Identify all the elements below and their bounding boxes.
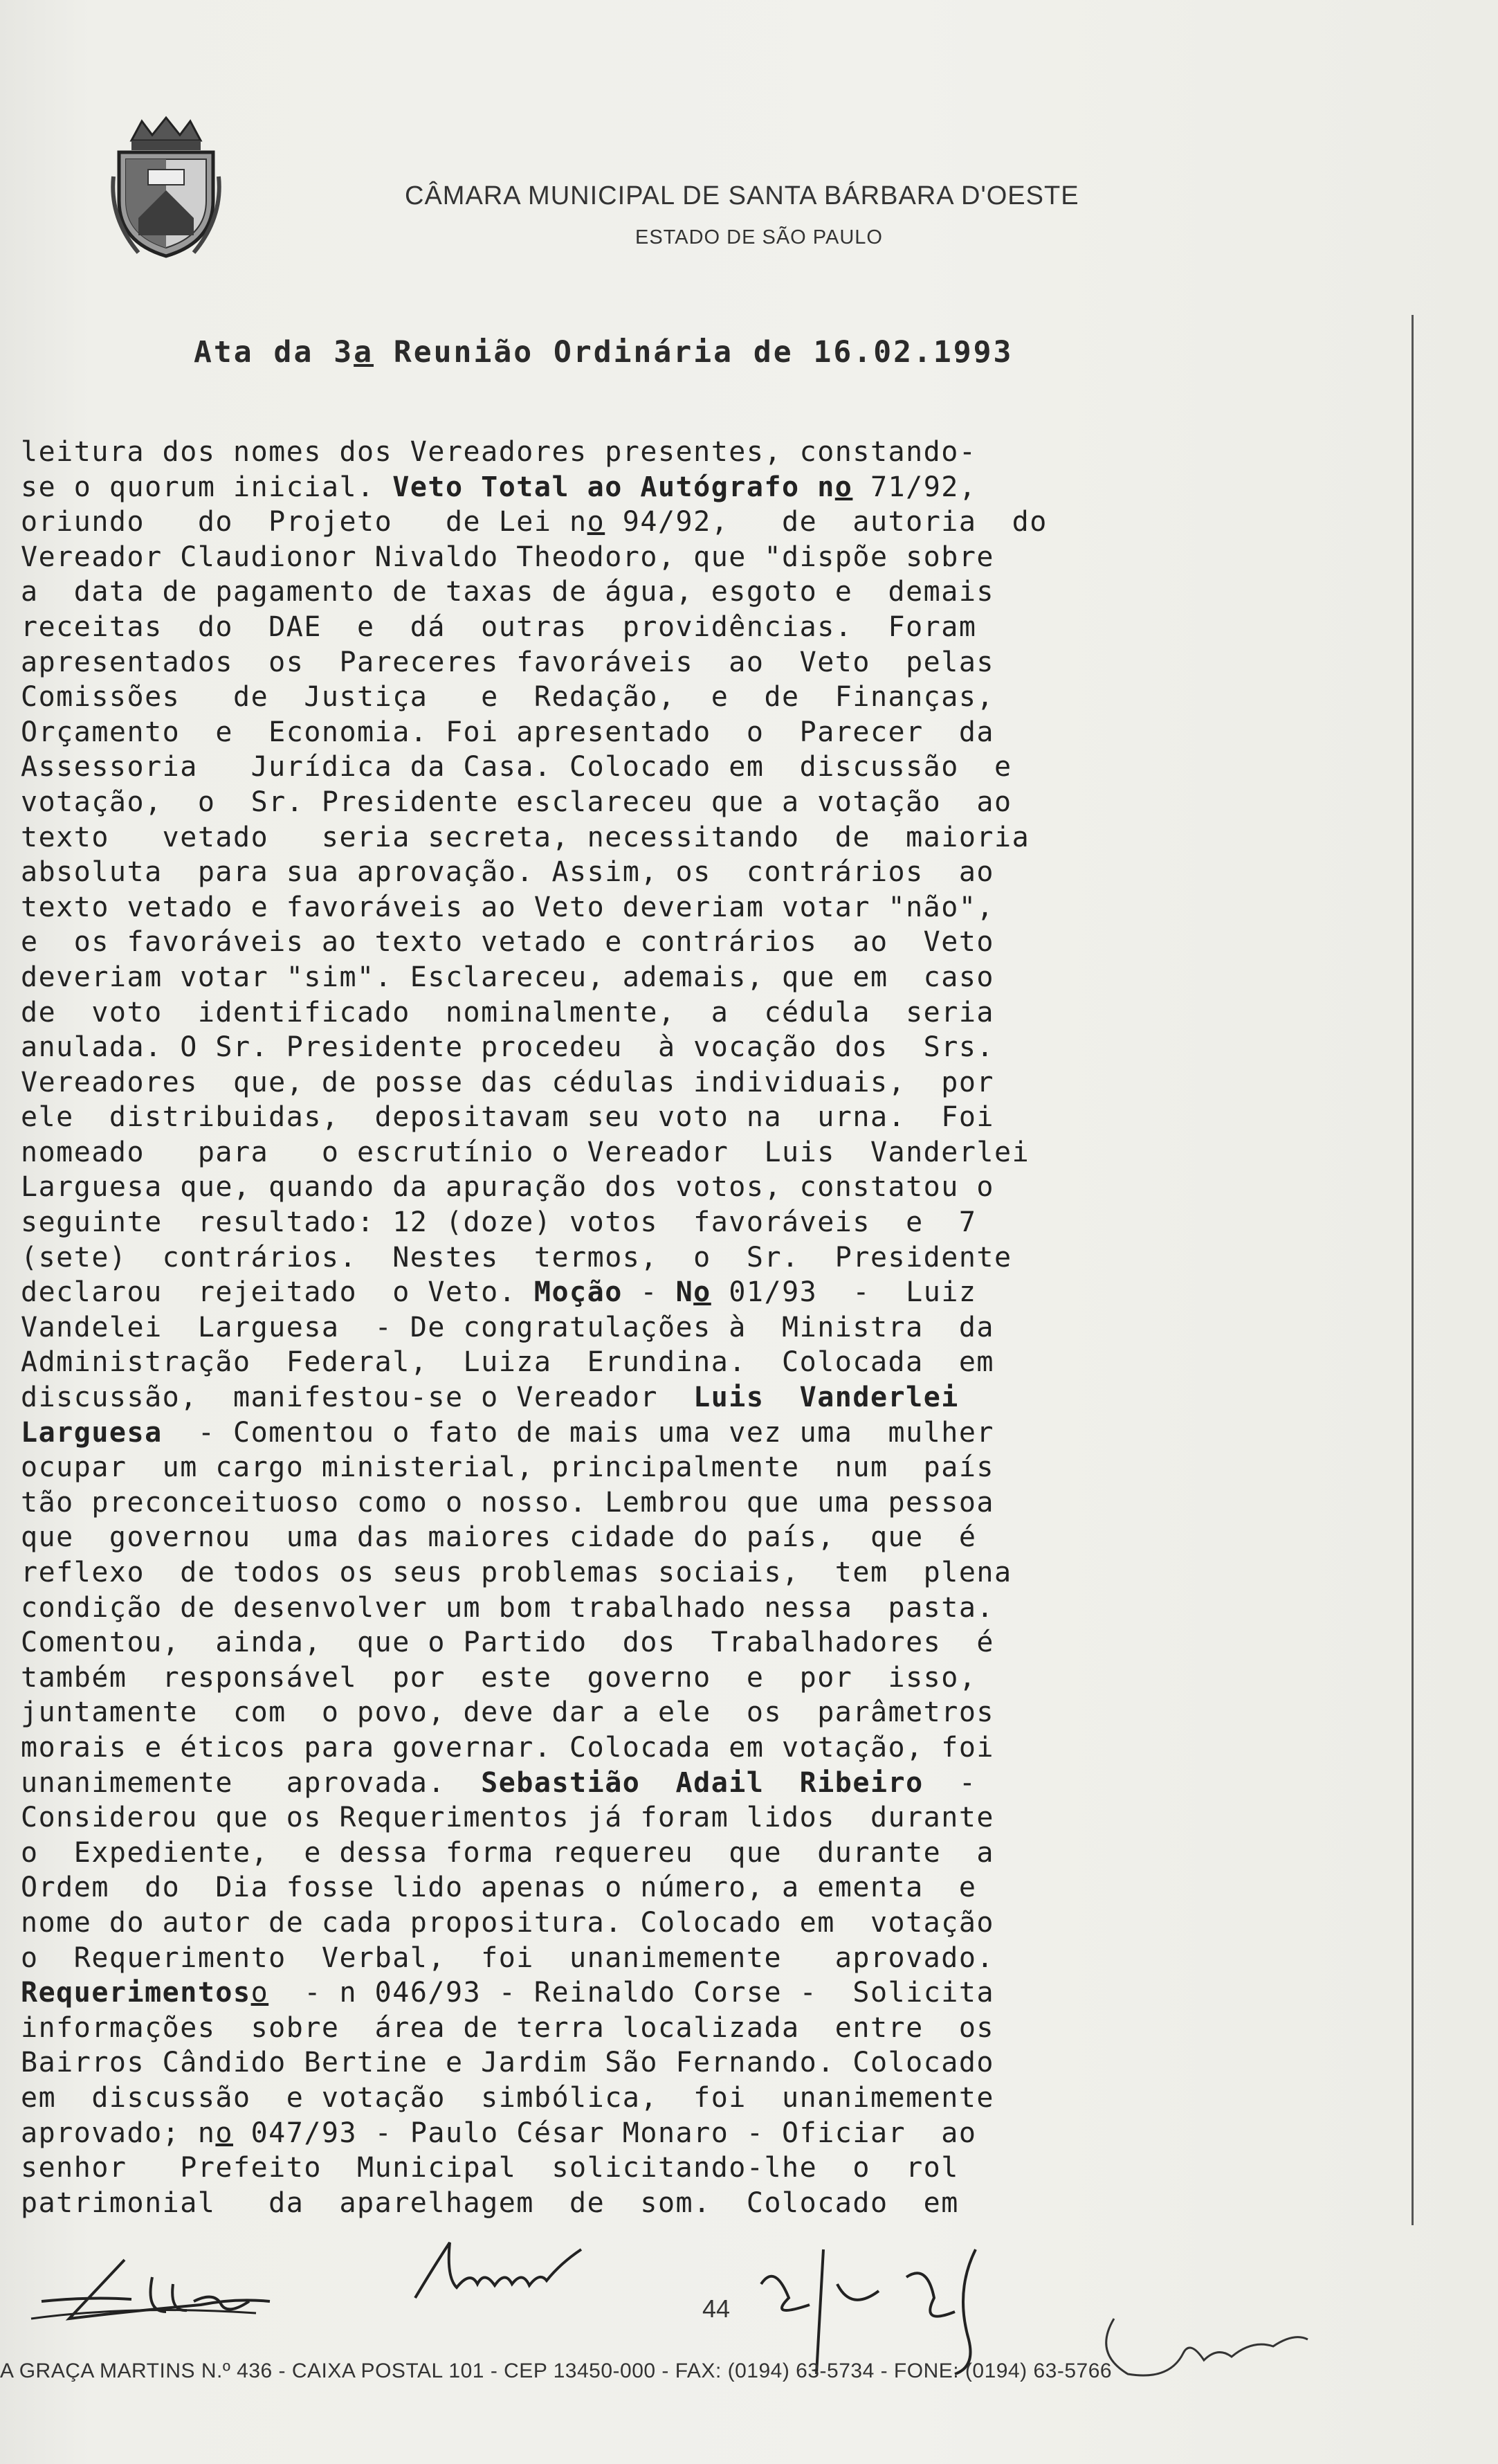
text-segment: morais e éticos para governar. Colocada em votação, foi: [21, 1731, 995, 1764]
text-segment: informações sobre área de terra localizada entre os: [21, 2011, 995, 2044]
text-line: [21, 2150, 1353, 2186]
text-line: [21, 1591, 1353, 1626]
text-segment: Ordem do Dia fosse lido apenas o número, a ementa e: [21, 1872, 977, 1904]
text-segment: o: [693, 1276, 711, 1309]
signature-2: [408, 2222, 588, 2319]
text-segment: 046/93 - Reinaldo Corse - Solicita: [357, 1977, 995, 2009]
text-segment: também responsável por este governo e por isso,: [21, 1661, 977, 1694]
text-line: [21, 1520, 1353, 1555]
text-segment: Bairros Cândido Bertine e Jardim São Fernando. Colocado: [21, 2047, 995, 2079]
text-line: [21, 785, 1353, 820]
text-segment: Larguesa que, quando da apuração dos votos, constatou o: [21, 1171, 995, 1204]
text-line: [21, 960, 1353, 995]
text-segment: Administração Federal, Luiza Erundina. Colocada em: [21, 1346, 995, 1379]
text-segment: Veto Total ao Autógrafo n: [392, 471, 835, 503]
text-line: [21, 1905, 1353, 1941]
minutes-body: [21, 435, 1353, 2220]
text-segment: Comentou, ainda, que o Partido dos Trabalhadores é: [21, 1627, 995, 1659]
title-prefix: Ata da 3: [194, 335, 354, 370]
text-segment: patrimonial da aparelhagem de som. Colocado em: [21, 2186, 959, 2219]
text-line: [21, 1415, 1353, 1451]
text-line: [21, 1485, 1353, 1521]
text-segment: Vandelei Larguesa - De congratulações à Ministra da: [21, 1311, 995, 1343]
text-line: [21, 680, 1353, 715]
text-line: [21, 1660, 1353, 1696]
text-segment: (sete) contrários. Nestes termos, o Sr. Presidente: [21, 1241, 1012, 1274]
signature-4: [1086, 2298, 1315, 2395]
text-segment: e os favoráveis ao texto vetado e contrários ao Veto: [21, 926, 995, 959]
text-line: [21, 1205, 1353, 1240]
org-state: ESTADO DE SÃO PAULO: [635, 226, 883, 248]
text-segment: juntamente com o povo, deve dar a ele os parâmetros: [21, 1696, 995, 1729]
text-line: [21, 1766, 1353, 1801]
text-segment: apresentados os Pareceres favoráveis ao Veto pelas: [21, 646, 995, 678]
text-segment: Moção: [533, 1276, 623, 1309]
text-segment: - Comentou o fato de mais uma vez uma mulher: [162, 1416, 995, 1449]
text-segment: o: [250, 1977, 269, 2009]
text-line: [21, 2081, 1353, 2116]
text-segment: Comissões de Justiça e Redação, e de Finanças,: [21, 681, 995, 714]
document-title: [194, 335, 1013, 370]
text-segment: Sebastião Adail Ribeiro: [481, 1766, 924, 1799]
text-line: [21, 1870, 1353, 1905]
text-segment: declarou rejeitado o Veto.: [21, 1276, 534, 1309]
footer-address: A GRAÇA MARTINS N.º 436 - CAIXA POSTAL 101 - CEP 13450-000 - FAX: (0194) 63-5734 - FONE: (0194) 63-5766: [0, 2359, 1113, 2382]
text-segment: N: [675, 1276, 694, 1309]
text-line: [21, 1836, 1353, 1871]
text-line: [21, 1275, 1353, 1310]
text-segment: 01/93 - Luiz: [711, 1276, 977, 1309]
text-segment: o Requerimento Verbal, foi unanimemente aprovado.: [21, 1941, 995, 1974]
text-segment: Requerimentos: [21, 1977, 251, 2009]
text-segment: -: [923, 1766, 977, 1799]
text-line: [21, 1310, 1353, 1346]
text-line: [21, 1800, 1353, 1836]
text-segment: texto vetado e favoráveis ao Veto deveriam votar "não",: [21, 891, 995, 923]
text-line: [21, 2011, 1353, 2046]
text-segment: receitas do DAE e dá outras providências. Foram: [21, 610, 977, 643]
text-segment: discussão, manifestou-se o Vereador: [21, 1382, 694, 1414]
text-line: [21, 1941, 1353, 1976]
text-line: [21, 1170, 1353, 1205]
text-segment: senhor Prefeito Municipal solicitando-lhe o rol: [21, 2152, 959, 2184]
org-name: CÂMARA MUNICIPAL DE SANTA BÁRBARA D'OESTE: [405, 181, 1079, 210]
text-segment: unanimemente aprovada.: [21, 1766, 482, 1799]
text-segment: 71/92,: [852, 471, 977, 503]
text-line: [21, 1380, 1353, 1415]
text-segment: texto vetado seria secreta, necessitando de maioria: [21, 821, 1030, 853]
text-segment: em discussão e votação simbólica, foi unanimemente: [21, 2081, 995, 2114]
text-line: [21, 574, 1353, 610]
text-line: [21, 820, 1353, 855]
text-segment: Larguesa: [21, 1416, 163, 1449]
text-line: [21, 750, 1353, 785]
text-line: [21, 995, 1353, 1031]
margin-rule: [1412, 315, 1414, 2225]
text-segment: votação, o Sr. Presidente esclareceu que a votação ao: [21, 786, 1012, 818]
text-segment: ele distribuidas, depositavam seu voto na urna. Foi: [21, 1101, 995, 1134]
text-line: [21, 890, 1353, 925]
text-segment: 047/93 - Paulo César Monaro - Oficiar ao: [233, 2117, 977, 2149]
page-number: 44: [702, 2294, 731, 2323]
text-line: [21, 645, 1353, 680]
text-segment: leitura dos nomes dos Vereadores presentes, constando-: [21, 436, 977, 468]
text-line: [21, 1975, 1353, 2011]
text-segment: Luis Vanderlei: [693, 1382, 959, 1414]
text-segment: o: [587, 506, 605, 538]
text-line: [21, 435, 1353, 470]
municipal-crest-icon: [111, 114, 221, 263]
text-line: [21, 1625, 1353, 1660]
text-line: [21, 540, 1353, 575]
text-segment: -: [622, 1276, 676, 1309]
text-segment: o: [215, 2117, 233, 2149]
text-segment: - n: [268, 1977, 358, 2009]
text-segment: oriundo do Projeto de Lei n: [21, 506, 587, 538]
text-segment: anulada. O Sr. Presidente procedeu à vocação dos Srs.: [21, 1031, 995, 1064]
text-line: [21, 470, 1353, 505]
text-segment: o Expediente, e dessa forma requereu que durante a: [21, 1836, 995, 1869]
text-line: [21, 1100, 1353, 1135]
text-line: [21, 505, 1353, 540]
text-segment: aprovado; n: [21, 2117, 216, 2149]
text-line: [21, 925, 1353, 960]
signature-1: [28, 2236, 284, 2339]
text-line: [21, 1135, 1353, 1170]
text-line: [21, 1730, 1353, 1766]
text-line: [21, 715, 1353, 750]
text-line: [21, 2186, 1353, 2221]
text-segment: ocupar um cargo ministerial, principalmente num país: [21, 1451, 995, 1484]
text-segment: Vereadores que, de posse das cédulas individuais, por: [21, 1066, 995, 1098]
text-segment: 94/92, de autoria do: [605, 506, 1048, 538]
text-segment: que governou uma das maiores cidade do país, que é: [21, 1521, 977, 1554]
text-segment: nomeado para o escrutínio o Vereador Luis Vanderlei: [21, 1136, 1030, 1168]
text-segment: absoluta para sua aprovação. Assim, os contrários ao: [21, 856, 995, 889]
text-segment: de voto identificado nominalmente, a cédula seria: [21, 996, 995, 1029]
text-segment: Vereador Claudionor Nivaldo Theodoro, que "dispõe sobre: [21, 541, 995, 573]
text-line: [21, 2116, 1353, 2151]
text-line: [21, 1450, 1353, 1485]
title-ordinal-suffix: a: [354, 335, 374, 370]
text-segment: seguinte resultado: 12 (doze) votos favoráveis e 7: [21, 1206, 977, 1239]
text-segment: Considerou que os Requerimentos já foram lidos durante: [21, 1802, 995, 1834]
text-segment: tão preconceituoso como o nosso. Lembrou que uma pessoa: [21, 1486, 995, 1519]
text-line: [21, 1030, 1353, 1065]
text-segment: o: [834, 471, 853, 503]
text-line: [21, 1240, 1353, 1276]
text-line: [21, 610, 1353, 645]
text-segment: Assessoria Jurídica da Casa. Colocado em discussão e: [21, 751, 1012, 783]
text-line: [21, 855, 1353, 890]
text-line: [21, 1345, 1353, 1380]
text-segment: se o quorum inicial.: [21, 471, 393, 503]
text-segment: nome do autor de cada propositura. Colocado em votação: [21, 1906, 995, 1939]
text-segment: deveriam votar "sim". Esclareceu, ademais, que em caso: [21, 961, 995, 993]
text-line: [21, 1555, 1353, 1591]
text-line: [21, 2045, 1353, 2081]
text-segment: Orçamento e Economia. Foi apresentado o Parecer da: [21, 716, 995, 748]
text-segment: condição de desenvolver um bom trabalhado nessa pasta.: [21, 1591, 995, 1624]
text-line: [21, 1065, 1353, 1100]
title-suffix: Reunião Ordinária de 16.02.1993: [374, 335, 1014, 370]
text-line: [21, 1695, 1353, 1730]
text-segment: reflexo de todos os seus problemas sociais, tem plena: [21, 1557, 1012, 1588]
text-segment: a data de pagamento de taxas de água, esgoto e demais: [21, 576, 995, 608]
